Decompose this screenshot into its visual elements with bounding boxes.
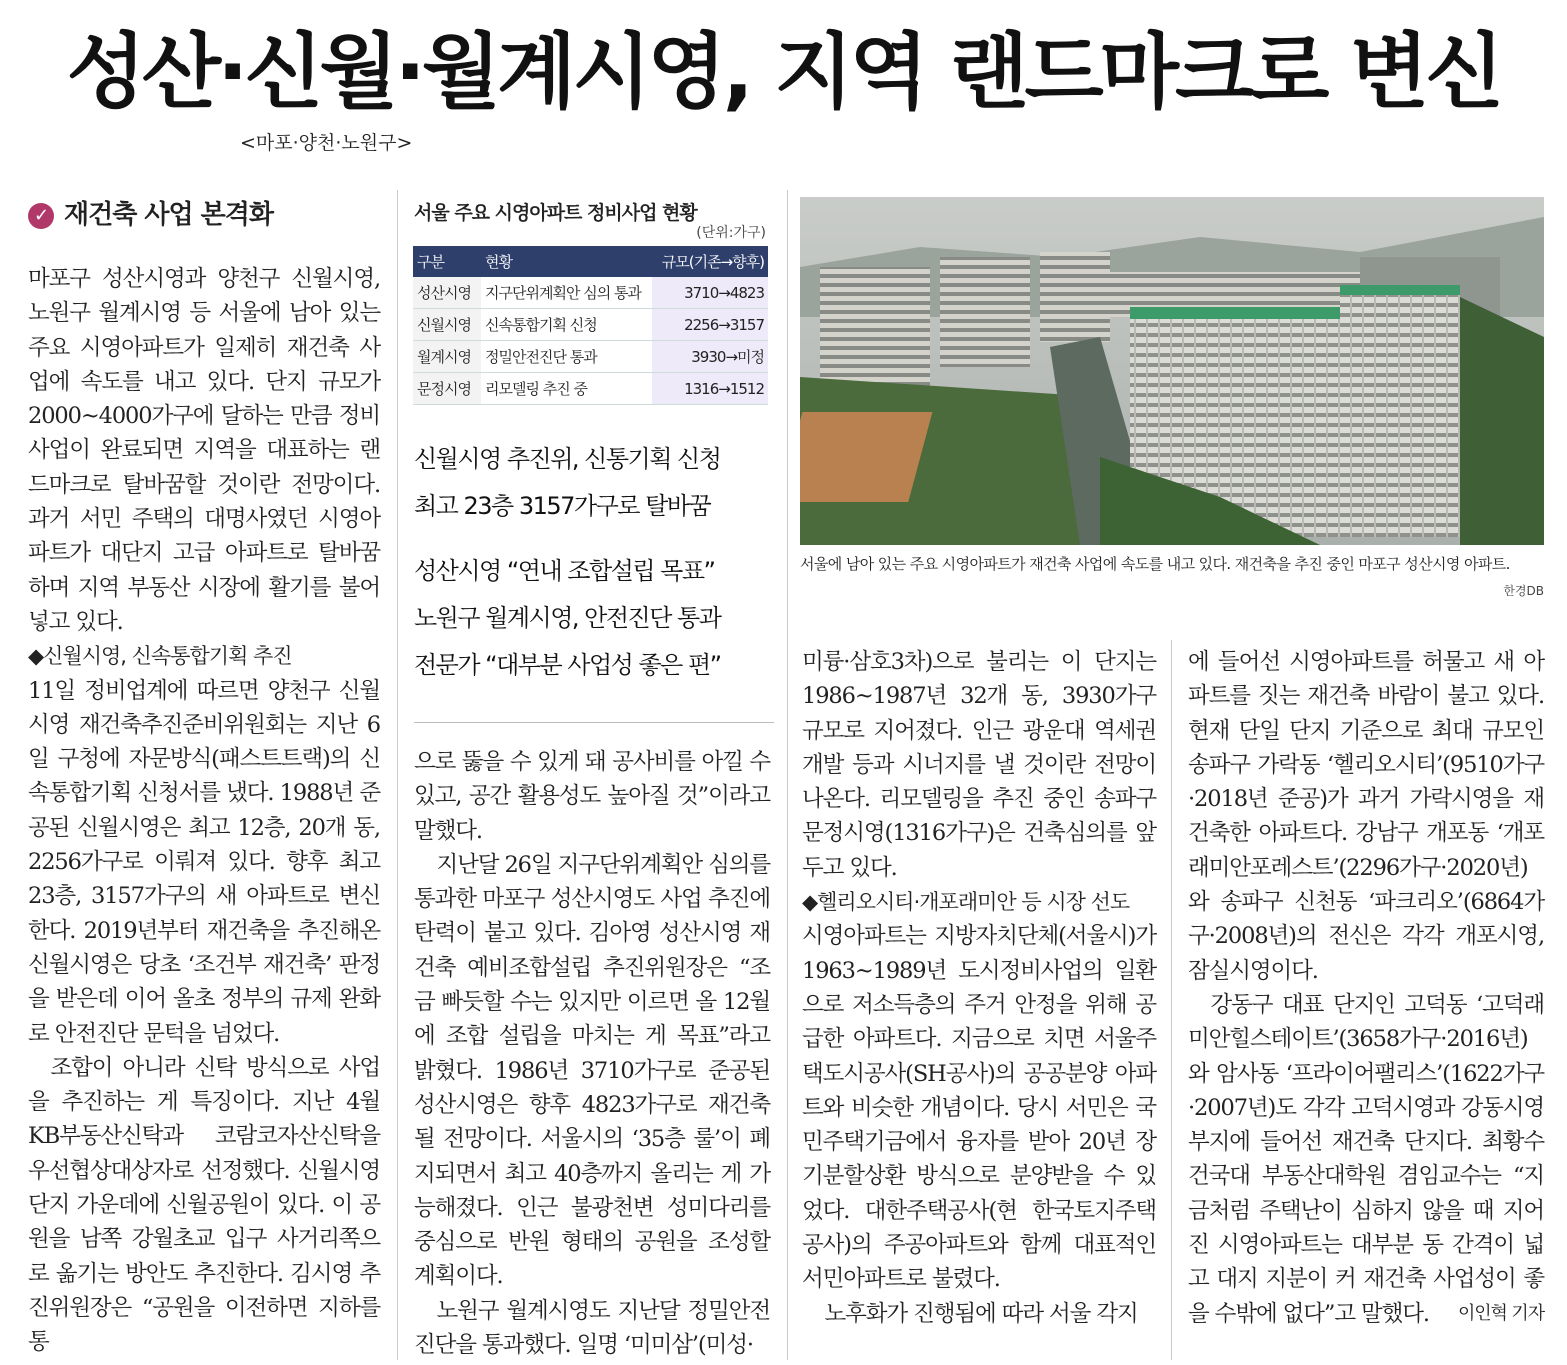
table-cell: 1316→1512 bbox=[652, 373, 768, 405]
paragraph: 으로 뚫을 수 있게 돼 공사비를 아낄 수 있고, 공간 활용성도 높아질 것”이라고 말했다. bbox=[414, 749, 770, 844]
deck-2 bbox=[414, 548, 774, 689]
table-row bbox=[413, 309, 768, 341]
check-icon: ✓ bbox=[28, 203, 54, 229]
article-column-2 bbox=[414, 745, 770, 1362]
apartment-photo bbox=[800, 197, 1544, 545]
table-cell: 신월시영 bbox=[413, 309, 481, 341]
table-unit: (단위:가구) bbox=[696, 225, 766, 241]
subheading: ◆헬리오시티·개포래미안 등 시장 선도 bbox=[802, 890, 1130, 915]
deck-line: 최고 23층 3157가구로 탈바꿈 bbox=[414, 492, 711, 520]
paragraph-text: 강동구 대표 단지인 고덕동 ‘고덕래미안힐스테이트’(3658가구·2016년)와 암사동 ‘프라이어팰리스’(1622가구·2007년)도 각각 고덕시영과 강동시영 부지에 들어선 재건축 단지다. 최황수 건국대 부동산대학원 겸임교수는 “지금처럼 주택난이 심하지 않을 때 지어진 시영아파트는 대부분 동 간격이 넓고 대지 지분이 커 재건축 사업성이 좋을 수밖에 없다”고 말했다. bbox=[1188, 991, 1544, 1327]
table-row bbox=[413, 341, 768, 373]
table-cell: 신속통합기획 신청 bbox=[481, 309, 652, 341]
table-cell: 정밀안전진단 통과 bbox=[481, 341, 652, 373]
paragraph: 에 들어선 시영아파트를 허물고 새 아파트를 짓는 재건축 바람이 불고 있다. 현재 단일 단지 기준으로 최대 규모인 송파구 가락동 ‘헬리오시티’(9510가구·2018년 준공)가 과거 가락시영을 재건축한 아파트다. 강남구 개포동 ‘개포래미안포레스트’(2296가구·2020년)와 송파구 신천동 ‘파크리오’(6864가구·2008년)의 전신은 각각 개포시영, 잠실시영이다. bbox=[1188, 649, 1544, 984]
deck-line: 노원구 월계시영, 안전진단 통과 bbox=[414, 604, 721, 632]
paragraph: 마포구 성산시영과 양천구 신월시영, 노원구 월계시영 등 서울에 남아 있는 주요 시영아파트가 일제히 재건축 사업에 속도를 내고 있다. 단지 규모가 2000~4000가구에 달하는 만큼 정비사업이 완료되면 지역을 대표하는 랜드마크로 탈바꿈할 것이란 전망이다. 과거 서민 주택의 대명사였던 시영아파트가 대단지 고급 아파트로 탈바꿈하며 지역 부동산 시장에 활기를 불어넣고 있다. bbox=[28, 266, 380, 635]
paragraph bbox=[1188, 988, 1544, 1331]
paragraph: 시영아파트는 지방자치단체(서울시)가 1963~1989년 도시정비사업의 일환으로 저소득층의 주거 안정을 위해 공급한 아파트다. 지금으로 치면 서울주택도시공사(SH공사)의 공공분양 아파트와 비슷한 개념이다. 당시 서민은 국민주택기금에서 융자를 받아 20년 장기분할상환 방식으로 분양받을 수 있었다. 대한주택공사(현 한국토지주택공사)의 주공아파트와 함께 대표적인 서민아파트로 불렸다. bbox=[802, 923, 1156, 1293]
deck-line: 성산시영 “연내 조합설립 목표” bbox=[414, 557, 715, 585]
table-header-row bbox=[413, 246, 768, 277]
deck-1 bbox=[414, 436, 774, 530]
status-table bbox=[413, 246, 768, 405]
table-row bbox=[413, 373, 768, 405]
table-cell: 지구단위계획안 심의 통과 bbox=[481, 277, 652, 309]
byline: 이인혁 기자 bbox=[1457, 1302, 1544, 1324]
photo-caption: 서울에 남아 있는 주요 시영아파트가 재건축 사업에 속도를 내고 있다. 재건축을 추진 중인 마포구 성산시영 아파트. bbox=[800, 555, 1510, 573]
kicker-text: 재건축 사업 본격화 bbox=[64, 200, 274, 230]
article-column-4 bbox=[1188, 645, 1544, 1331]
headline: 성산·신월·월계시영, 지역 랜드마크로 변신 bbox=[66, 25, 1501, 120]
paragraph: 11일 정비업계에 따르면 양천구 신월시영 재건축추진준비위원회는 지난 6일 구청에 자문방식(패스트트랙)의 신속통합기획 신청서를 냈다. 1988년 준공된 신월시영은 최고 12층, 20개 동, 2256가구로 이뤄져 있다. 향후 최고 23층, 3157가구의 새 아파트로 변신한다. 2019년부터 재건축을 추진해온 신월시영은 당초 ‘조건부 재건축’ 판정을 받은데 이어 올초 정부의 규제 완화로 안전진단 문턱을 넘었다. bbox=[28, 677, 380, 1047]
article-column-1 bbox=[28, 262, 380, 1360]
table-cell: 성산시영 bbox=[413, 277, 481, 309]
paragraph: 조합이 아니라 신탁 방식으로 사업을 추진하는 게 특징이다. 지난 4월 KB부동산신탁과 코람코자산신탁을 우선협상대상자로 선정했다. 신월시영 단지 가운데에 신월공원이 있다. 이 공원을 남쪽 강월초교 입구 사거리쪽으로 옮기는 방안도 추진한다. 김시영 추진위원장은 “공원을 이전하면 지하를 통 bbox=[28, 1054, 380, 1356]
column-divider bbox=[397, 190, 398, 1360]
divider bbox=[414, 722, 774, 723]
table-cell: 월계시영 bbox=[413, 341, 481, 373]
table-cell: 3930→미정 bbox=[652, 341, 768, 373]
table-header-cell: 구분 bbox=[413, 246, 481, 277]
deck-line: 신월시영 추진위, 신통기획 신청 bbox=[414, 445, 721, 473]
table-cell: 문정시영 bbox=[413, 373, 481, 405]
column-divider bbox=[1171, 640, 1172, 1360]
table-cell: 3710→4823 bbox=[652, 277, 768, 309]
subhead: <마포·양천·노원구> bbox=[240, 132, 413, 154]
deck-line: 전문가 “대부분 사업성 좋은 편” bbox=[414, 651, 721, 679]
column-divider bbox=[787, 190, 788, 1360]
table-header-cell: 현황 bbox=[481, 246, 652, 277]
photo-credit: 한경DB bbox=[1503, 584, 1544, 598]
table-row bbox=[413, 277, 768, 309]
paragraph: 미륭·삼호3차)으로 불리는 이 단지는 1986~1987년 32개 동, 3930가구 규모로 지어졌다. 인근 광운대 역세권 개발 등과 시너지를 낼 것이란 전망이 나온다. 리모델링을 추진 중인 송파구 문정시영(1316가구)은 건축심의를 앞두고 있다. bbox=[802, 649, 1156, 881]
table-header-cell: 규모(기존→향후) bbox=[652, 246, 768, 277]
table-cell: 2256→3157 bbox=[652, 309, 768, 341]
table-title: 서울 주요 시영아파트 정비사업 현황 bbox=[414, 202, 697, 224]
section-kicker bbox=[28, 194, 273, 231]
table-cell: 리모델링 추진 중 bbox=[481, 373, 652, 405]
paragraph: 노후화가 진행됨에 따라 서울 각지 bbox=[824, 1300, 1138, 1327]
article-column-3 bbox=[802, 645, 1156, 1331]
paragraph: 지난달 26일 지구단위계획안 심의를 통과한 마포구 성산시영도 사업 추진에 탄력이 붙고 있다. 김아영 성산시영 재건축 예비조합설립 추진위원장은 “조금 빠듯할 수는 있지만 이르면 올 12월에 조합 설립을 마치는 게 목표”라고 밝혔다. 1986년 3710가구로 준공된 성산시영은 향후 4823가구로 재건축될 전망이다. 서울시의 ‘35층 룰’이 폐지되면서 최고 40층까지 올리는 게 가능해졌다. 인근 불광천변 성미다리를 중심으로 반원 형태의 공원을 조성할 계획이다. bbox=[414, 851, 770, 1290]
paragraph: 노원구 월계시영도 지난달 정밀안전진단을 통과했다. 일명 ‘미미삼’(미성· bbox=[414, 1297, 770, 1359]
subheading: ◆신월시영, 신속통합기획 추진 bbox=[28, 644, 292, 669]
